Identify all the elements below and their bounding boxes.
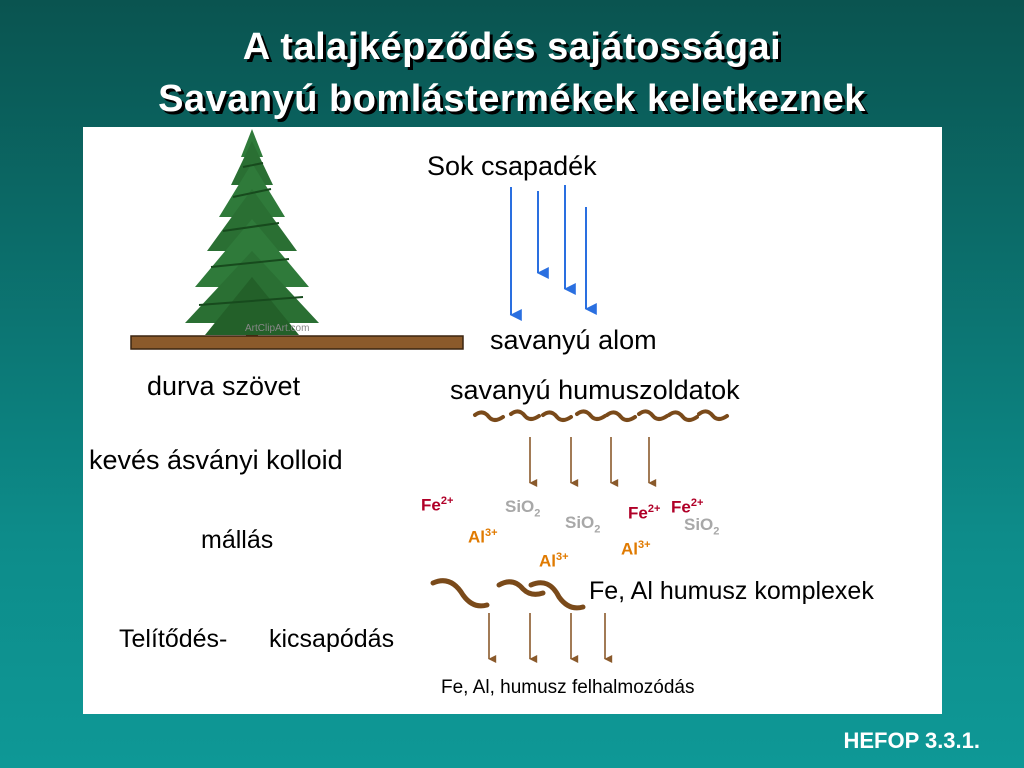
diagram-panel bbox=[83, 127, 942, 714]
label-complexes: Fe, Al humusz komplexek bbox=[589, 577, 874, 605]
label-few-colloid: kevés ásványi kolloid bbox=[89, 445, 343, 475]
ion-al-2: $Al^{3+}$ bbox=[621, 539, 651, 559]
ion-al-3: $Al^{3+}$ bbox=[539, 551, 569, 571]
ion-sio2-3: SiO$_2$ bbox=[684, 515, 720, 538]
label-rain: Sok csapadék bbox=[427, 151, 597, 181]
label-litter: savanyú alom bbox=[490, 325, 657, 355]
ground-bar bbox=[131, 336, 463, 349]
leaching-arrows bbox=[530, 437, 649, 483]
precipitation-arrows bbox=[489, 613, 605, 659]
page-title-line2: Savanyú bomlástermékek keletkeznek bbox=[158, 78, 866, 120]
ion-fe-1: $Fe^{2+}$ bbox=[421, 495, 454, 515]
ion-fe-2: $Fe^{2+}$ bbox=[628, 503, 661, 523]
page-title-line1: A talajképződés sajátosságai bbox=[242, 26, 782, 68]
label-precipitation: kicsapódás bbox=[269, 625, 395, 653]
label-saturation: Telítődés- bbox=[119, 625, 228, 653]
ion-fe-3: $Fe^{2+}$ bbox=[671, 497, 704, 517]
humus-solution-squiggles bbox=[475, 411, 727, 420]
humus-complex-squiggles bbox=[433, 581, 583, 608]
ion-sio2-1: SiO$_2$ bbox=[505, 497, 541, 520]
footer-project-code: HEFOP 3.3.1. bbox=[843, 728, 980, 753]
label-humus-solutions: savanyú humuszoldatok bbox=[450, 375, 740, 405]
clipart-credit: ArtClipArt.com bbox=[245, 323, 310, 334]
ion-sio2-2: SiO$_2$ bbox=[565, 513, 601, 536]
label-weathering: mállás bbox=[201, 526, 274, 554]
label-coarse-texture: durva szövet bbox=[147, 371, 301, 401]
label-accumulation: Fe, Al, humusz felhalmozódás bbox=[441, 677, 695, 698]
pine-tree-icon bbox=[185, 129, 319, 337]
ion-al-1: $Al^{3+}$ bbox=[468, 527, 498, 547]
rain-arrows bbox=[511, 185, 586, 315]
